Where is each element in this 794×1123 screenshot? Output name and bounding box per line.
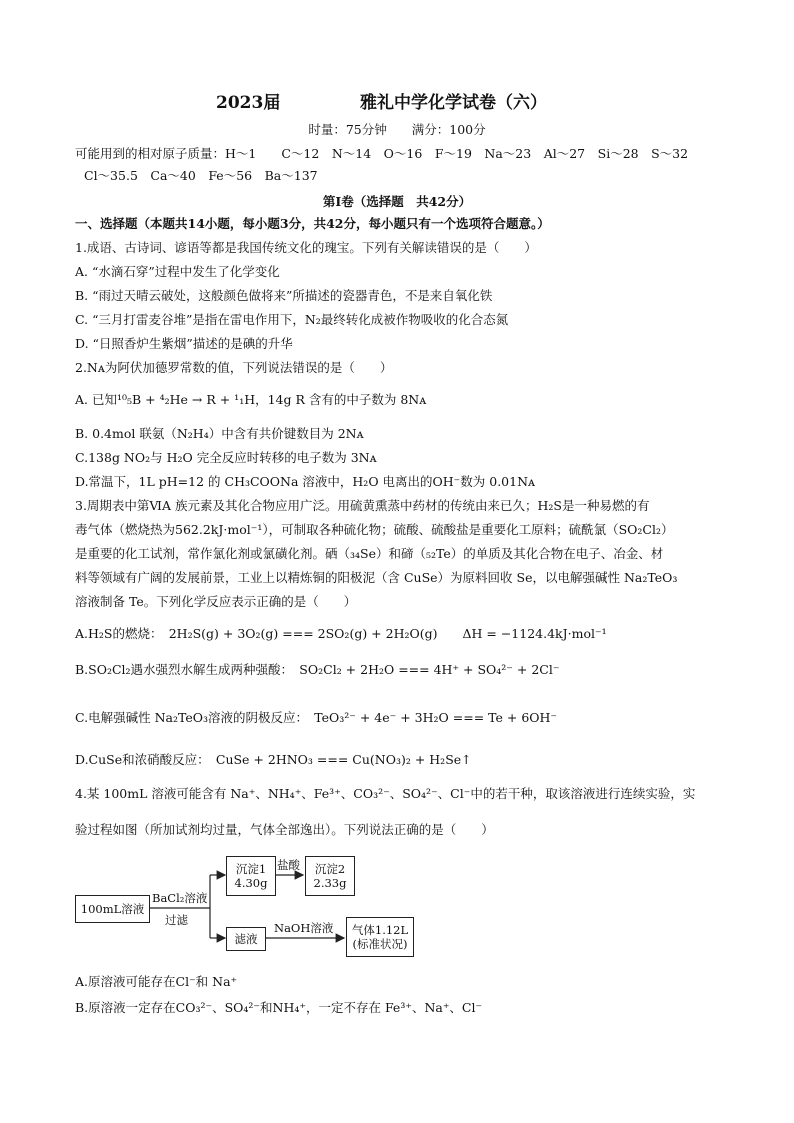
flow-start-label: 100mL溶液 [80,902,145,916]
q1-option-b: B. “雨过天晴云破处，这般颜色做将来”所描述的瓷器青色，不是来自氧化铁 [75,288,493,303]
flow-filtrate-label: 滤液 [234,932,258,946]
q3-stem-3: 是重要的化工试剂，常作氯化剂或氯磺化剂。硒（₃₄Se）和碲（₅₂Te）的单质及其化合物在电子、冶金、材 [75,546,664,561]
time-score: 时量：75分钟 满分：100分 [308,122,486,137]
q3-option-b: B.SO₂Cl₂遇水强烈水解生成两种强酸： SO₂Cl₂ + 2H₂O === 4H⁺ + SO₄²⁻ + 2Cl⁻ [75,662,560,677]
q2-stem: 2.Nᴀ为阿伏加德罗常数的值，下列说法错误的是（ ） [75,360,393,375]
q3-stem-1: 3.周期表中第ⅥA 族元素及其化合物应用广泛。用硫黄熏蒸中药材的传统由来已久；H₂S是一种易燃的有 [75,498,650,513]
atomic-mass-line-2: Cl～35.5 Ca～40 Fe～56 Ba～137 [84,168,318,183]
flow-precipitate2-box [305,856,355,896]
part1-heading: 第Ⅰ卷（选择题 共42分） [322,194,472,209]
q3-option-c: C.电解强碱性 Na₂TeO₃溶液的阴极反应： TeO₃²⁻ + 4e⁻ + 3H₂O === Te + 6OH⁻ [75,710,558,725]
flow-reagent2-label: NaOH溶液 [274,921,334,935]
q1-stem: 1.成语、古诗词、谚语等都是我国传统文化的瑰宝。下列有关解读错误的是（ ） [75,240,537,255]
flow-gas-box [346,917,414,957]
q1-option-c: C. “三月打雷麦谷堆”是指在雷电作用下，N₂最终转化成被作物吸收的化合态氮 [75,312,509,327]
q4-option-b: B.原溶液一定存在CO₃²⁻、SO₄²⁻和NH₄⁺，一定不存在 Fe³⁺、Na⁺、Cl⁻ [75,1000,483,1015]
q3-stem-4: 料等领域有广阔的发展前景，工业上以精炼铜的阳极泥（含 CuSe）为原料回收 Se，以电解强碱性 Na₂TeO₃ [75,570,678,585]
q1-option-d: D. “日照香炉生紫烟”描述的是碘的升华 [75,336,293,351]
flow-precipitate2-name: 沉淀2 [314,862,346,876]
exam-title [0,88,794,113]
q1-option-a: A. “水滴石穿”过程中发生了化学变化 [75,264,280,279]
q4-stem-1: 4.某 100mL 溶液可能含有 Na⁺、NH₄⁺、Fe³⁺、CO₃²⁻、SO₄²⁻、Cl⁻中的若干种，取该溶液进行连续实验，实 [75,786,696,801]
flow-gas-name: 气体1.12L [351,923,409,937]
q3-stem-2: 毒气体（燃烧热为562.2kJ·mol⁻¹），可制取各种硫化物；硫酸、硫酸盐是重要化工原料；硫酰氯（SO₂Cl₂） [75,522,674,537]
q2-option-b: B. 0.4mol 联氨（N₂H₄）中含有共价键数目为 2Nᴀ [75,426,364,441]
flow-acid-label: 盐酸 [277,858,300,872]
q4-option-a: A.原溶液可能存在Cl⁻和 Na⁺ [75,974,238,989]
q2-option-a: A. 已知¹⁰₅B + ⁴₂He → R + ¹₁H，14g R 含有的中子数为 8Nᴀ [75,392,427,407]
q2-option-d: D.常温下，1L pH=12 的 CH₃COONa 溶液中，H₂O 电离出的OH⁻数为 0.01Nᴀ [75,474,536,489]
flow-start-box [75,895,150,923]
exam-year: 2023届 [216,93,281,113]
q4-stem-2: 验过程如图（所加试剂均过量，气体全部逸出）。下列说法正确的是（ ） [75,822,494,837]
atomic-mass-line-1: 可能用到的相对原子质量：H～1 C～12 N～14 O～16 F～19 Na～23 Al～27 Si～28 S～32 [75,146,689,161]
flow-filtrate-box [226,927,266,951]
flow-reagent1-label: BaCl₂溶液 [152,891,208,905]
flow-gas-note: (标准状况) [352,937,408,951]
q2-option-c: C.138g NO₂与 H₂O 完全反应时转移的电子数为 3Nᴀ [75,450,377,465]
exam-name: 雅礼中学化学试卷（六） [360,93,547,113]
q3-stem-5: 溶液制备 Te。下列化学反应表示正确的是（ ） [75,594,357,609]
flow-precipitate1-name: 沉淀1 [235,862,267,876]
q3-option-a: A.H₂S的燃烧： 2H₂S(g) + 3O₂(g) === 2SO₂(g) + 2H₂O(g) ΔH = −1124.4kJ·mol⁻¹ [75,626,607,641]
section-heading: 一、选择题（本题共14小题，每小题3分，共42分，每小题只有一个选项符合题意。） [75,216,550,231]
flow-precipitate2-mass: 2.33g [313,876,347,890]
flow-precipitate1-box [226,856,276,896]
flow-precipitate1-mass: 4.30g [234,876,268,890]
flow-filter-label: 过滤 [165,913,188,927]
q3-option-d: D.CuSe和浓硝酸反应： CuSe + 2HNO₃ === Cu(NO₃)₂ + H₂Se↑ [75,752,472,767]
